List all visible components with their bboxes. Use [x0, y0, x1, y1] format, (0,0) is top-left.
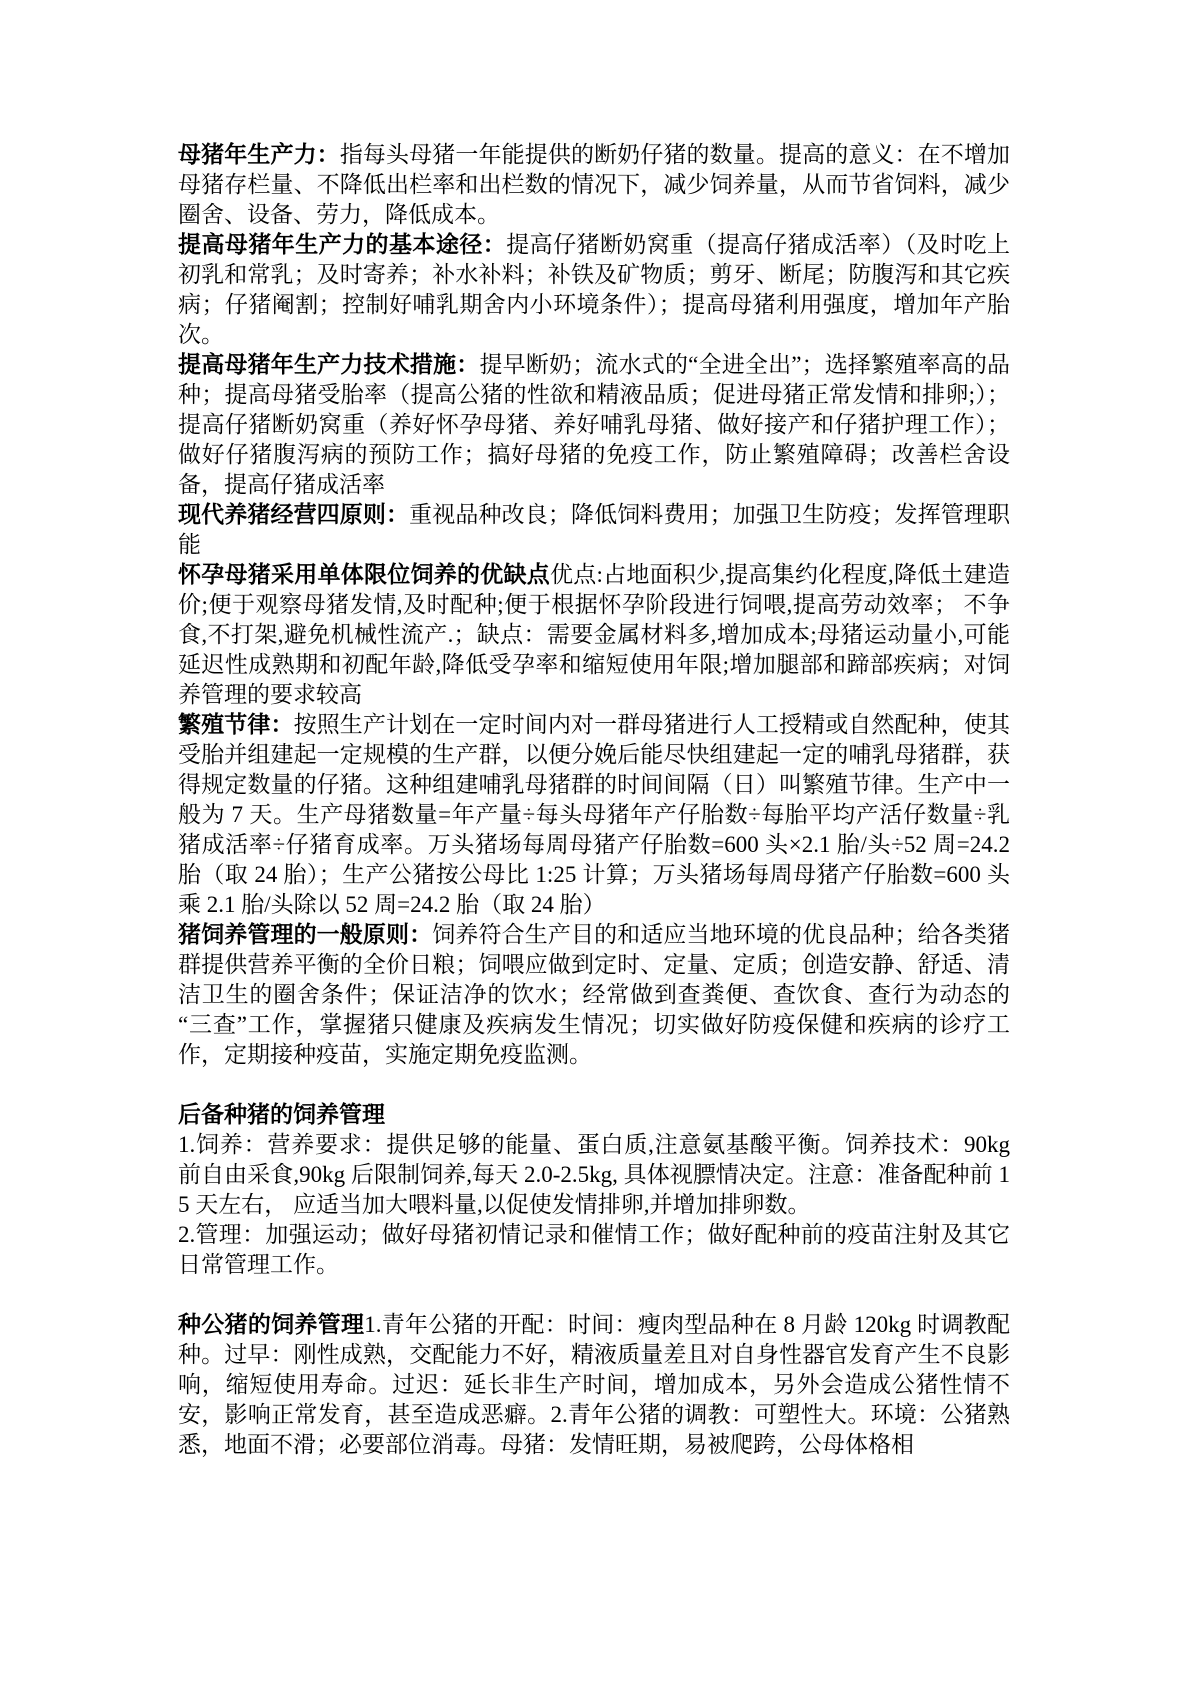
para-four-principles: [178, 500, 1010, 560]
para-boar-feeding-management-lead: 种公猪的饲养管理: [178, 1312, 365, 1337]
para-individual-stall-pros-cons-text: 优点:占地面积少,提高集约化程度,降低土建造价;便于观察母猪发情,及时配种;便于根据怀孕阶段进行饲喂,提高劳动效率； 不争食,不打架,避免机械性流产.；缺点：需要金属材料多,增加成本;母猪运动量小,可能延迟性成熟期和初配年龄,降低受孕率和缩短使用年限;增加腿部和蹄部疾病；对饲养管理的要求较高: [178, 562, 1011, 707]
para-replacement-feeding-text: 1.饲养：营养要求：提供足够的能量、蛋白质,注意氨基酸平衡。饲养技术：90kg 前自由采食,90kg 后限制饲养,每天 2.0-2.5kg, 具体视膘情决定。注意：准备配种前 15 天左右， 应适当加大喂料量,以促使发情排卵,并增加排卵数。: [178, 1132, 1010, 1217]
para-sow-annual-productivity-text: 指每头母猪一年能提供的断奶仔猪的数量。提高的意义：在不增加母猪存栏量、不降低出栏率和出栏数的情况下，减少饲养量，从而节省饲料，减少圈舍、设备、劳力，降低成本。: [178, 142, 1011, 227]
para-general-feeding-principles-lead: 猪饲养管理的一般原则：: [178, 922, 433, 947]
para-replacement-feeding: [178, 1130, 1010, 1220]
para-sow-annual-productivity: [178, 140, 1010, 230]
blank-line: [178, 1280, 1010, 1310]
para-general-feeding-principles-text: 饲养符合生产目的和适应当地环境的优良品种；给各类猪群提供营养平衡的全价日粮；饲喂应做到定时、定量、定质；创造安静、舒适、清洁卫生的圈舍条件；保证洁净的饮水；经常做到查粪便、查饮食、查行为动态的“三查”工作，掌握猪只健康及疾病发生情况；切实做好防疫保健和疾病的诊疗工作，定期接种疫苗，实施定期免疫监测。: [178, 922, 1011, 1067]
heading-replacement-breeding-pigs: 后备种猪的饲养管理: [178, 1102, 385, 1127]
para-replacement-management: [178, 1220, 1010, 1280]
para-four-principles-lead: 现代养猪经营四原则：: [178, 502, 410, 527]
para-basic-approaches-lead: 提高母猪年生产力的基本途径：: [178, 232, 507, 257]
para-individual-stall-pros-cons-lead: 怀孕母猪采用单体限位饲养的优缺点: [178, 562, 550, 587]
para-general-feeding-principles: [178, 920, 1010, 1070]
para-individual-stall-pros-cons: [178, 560, 1010, 710]
para-boar-feeding-management: [178, 1310, 1010, 1460]
para-sow-annual-productivity-lead: 母猪年生产力：: [178, 142, 340, 167]
para-reproduction-rhythm-lead: 繁殖节律：: [178, 712, 294, 737]
para-reproduction-rhythm-text: 按照生产计划在一定时间内对一群母猪进行人工授精或自然配种，使其受胎并组建起一定规模的生产群，以便分娩后能尽快组建起一定的哺乳母猪群，获得规定数量的仔猪。这种组建哺乳母猪群的时间间隔（日）叫繁殖节律。生产中一般为 7 天。生产母猪数量=年产量÷每头母猪年产仔胎数÷每胎平均产活仔数量÷乳猪成活率÷仔猪育成率。万头猪场每周母猪产仔胎数=600 头×2.1 胎/头÷52 周=24.2 胎（取 24 胎）；生产公猪按公母比 1:25 计算；万头猪场每周母猪产仔胎数=600 头乘 2.1 胎/头除以 52 周=24.2 胎（取 24 胎）: [178, 712, 1011, 917]
para-reproduction-rhythm: [178, 710, 1010, 920]
para-basic-approaches: [178, 230, 1010, 350]
para-technical-measures-lead: 提高母猪年生产力技术措施：: [178, 352, 480, 377]
para-boar-feeding-management-text: 1.青年公猪的开配：时间：瘦肉型品种在 8 月龄 120kg 时调教配种。过早：刚性成熟，交配能力不好，精液质量差且对自身性器官发育产生不良影响，缩短使用寿命。过迟：延长非生产时间，增加成本，另外会造成公猪性情不安，影响正常发育，甚至造成恶癖。2.青年公猪的调教：可塑性大。环境：公猪熟悉，地面不滑；必要部位消毒。母猪：发情旺期，易被爬跨，公母体格相: [178, 1312, 1011, 1457]
para-replacement-management-text: 2.管理：加强运动；做好母猪初情记录和催情工作；做好配种前的疫苗注射及其它日常管理工作。: [178, 1222, 1010, 1277]
para-technical-measures: [178, 350, 1010, 500]
para-basic-approaches-text: 提高仔猪断奶窝重（提高仔猪成活率）（及时吃上初乳和常乳；及时寄养；补水补料；补铁及矿物质；剪牙、断尾；防腹泻和其它疾病；仔猪阉割；控制好哺乳期舍内小环境条件）；提高母猪利用强度，增加年产胎次。: [178, 232, 1011, 347]
para-four-principles-text: 重视品种改良；降低饲料费用；加强卫生防疫；发挥管理职能: [178, 502, 1011, 557]
para-technical-measures-text: 提早断奶；流水式的“全进全出”；选择繁殖率高的品种；提高母猪受胎率（提高公猪的性欲和精液品质；促进母猪正常发情和排卵;）；提高仔猪断奶窝重（养好怀孕母猪、养好哺乳母猪、做好接产和仔猪护理工作）；做好仔猪腹泻病的预防工作；搞好母猪的免疫工作，防止繁殖障碍；改善栏舍设备，提高仔猪成活率: [178, 352, 1011, 497]
blank-line: [178, 1070, 1010, 1100]
